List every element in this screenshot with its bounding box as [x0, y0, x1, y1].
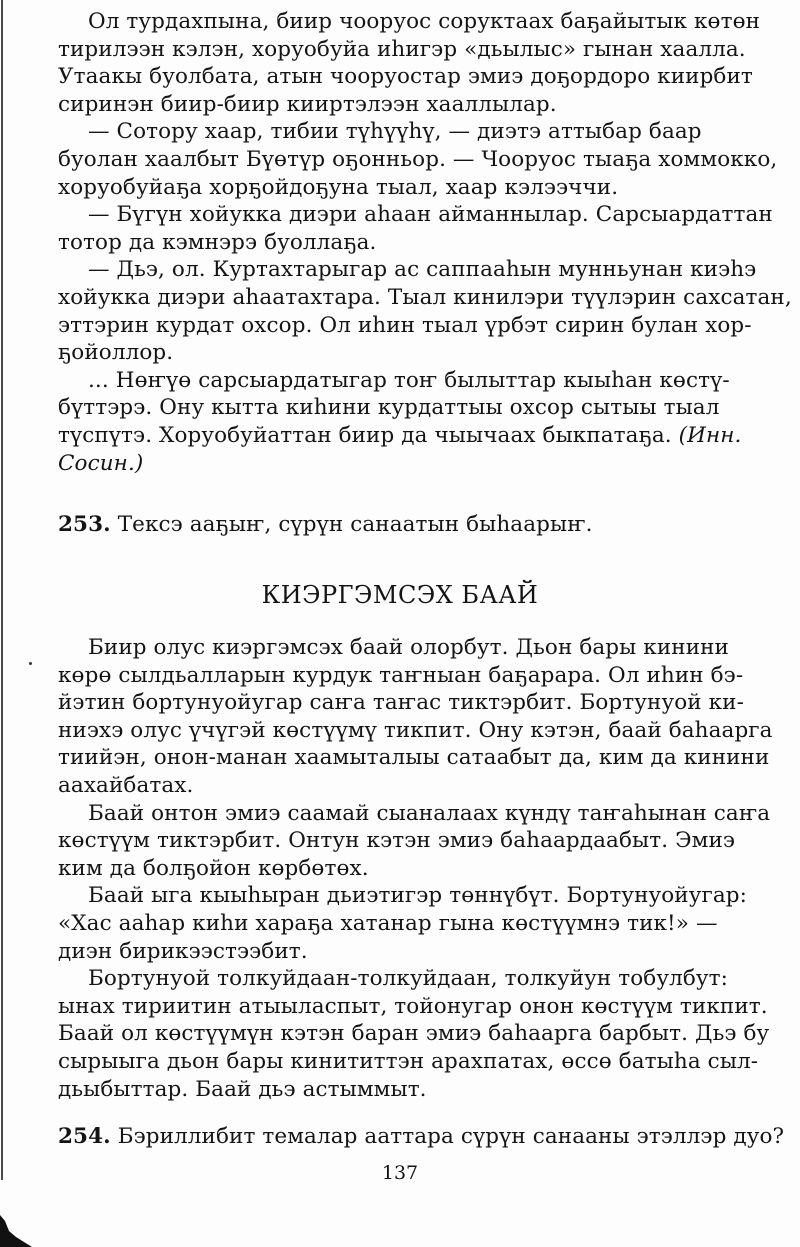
text-line: буолан хаалбыт Бүөтүр оҕонньор. — Чооруос тыаҕа хоммокко,	[58, 146, 778, 172]
exercise-number: 254.	[58, 1124, 111, 1149]
text-line: — Дьэ, ол. Куртахтарыгар ас саппааhын мунньунан киэhэ	[88, 257, 757, 283]
exercise-line	[58, 1123, 800, 1151]
text-line: хойукка диэри аhаатахтара. Тыал кинилэри түүлэрин сахсатан,	[58, 284, 792, 310]
text-line: диэн бирикээстээбит.	[58, 938, 308, 964]
author-attribution: Сосин.)	[58, 450, 144, 476]
text-line: аахайбатах.	[58, 772, 194, 798]
exercise-254	[58, 1123, 800, 1151]
text-line: тотор да кэмнэрэ буоллаҕа.	[58, 229, 377, 255]
text-line: ҕойоллор.	[58, 340, 174, 366]
text-line: бүттэрэ. Ону кытта киhини курдаттыы охсор сытыы тыал	[58, 395, 720, 421]
text-line: Баай ол көстүүмүн кэтэн баран эмиэ баhаарга барбыт. Дьэ бу	[58, 1021, 770, 1047]
exercise-text: Тексэ ааҕыҥ, сүрүн санаатын быhаарыҥ.	[110, 512, 593, 537]
story-excerpt	[58, 8, 800, 477]
text-line	[58, 422, 800, 450]
text-line: тирилээн кэлэн, хоруобуйа иhигэр «дьылыс» гынан хаалла.	[58, 36, 746, 62]
text-line: ынах тириитин атыыласпыт, тойонугар онон көстүүм тикпит.	[58, 993, 768, 1019]
text-line: Утаакы буолбата, атын чооруостар эмиэ доҕордоро киирбит	[58, 64, 753, 90]
text-line: Баай ыга кыыhыран дьиэтигэр төннүбүт. Бортунуойугар:	[88, 883, 747, 909]
exercise-253	[58, 511, 800, 539]
text-line: сиринэн биир-биир кииртэлээн хааллылар.	[58, 91, 557, 117]
text-line: Биир олус киэргэмсэх баай олорбут. Дьон бары кинини	[88, 635, 729, 660]
text-line: Бортунуой толкуйдаан-толкуйдаан, толкуйун тобулбут:	[88, 966, 728, 992]
text-line: ниэхэ олус үчүгэй көстүүмү тикпит. Ону кэтэн, баай баhаарга	[58, 717, 773, 743]
story-title: КИЭРГЭМСЭХ БААЙ	[261, 581, 539, 609]
exercise-number: 253.	[58, 512, 111, 537]
exercise-text: Бэриллибит темалар ааттара сүрүн санааны этэллэр дуо?	[110, 1124, 785, 1149]
exercise-line	[58, 511, 800, 539]
text-line	[58, 450, 800, 478]
text-line: хоруобуйаҕа хорҕойдоҕуна тыал, хаар кэлээччи.	[58, 174, 619, 200]
author-attribution: (Инн.	[671, 422, 742, 448]
text-line: Баай онтон эмиэ саамай сыаналаах күндү таҥаhынан саҥа	[88, 800, 771, 826]
text-line: ким да болҕойон көрбөтөх.	[58, 855, 369, 881]
text-line: көрө сылдьалларын курдук таҥныан баҕарара. Ол иhин бэ-	[58, 662, 744, 688]
text-line: тиийэн, онон-манан хаамыталыы сатаабыт да, ким да кинини	[58, 745, 770, 771]
text-line: дьыбыттар. Баай дьэ астыммыт.	[58, 1076, 427, 1102]
text-line: көстүүм тиктэрбит. Онтун кэтэн эмиэ баhаардаабыт. Эмиэ	[58, 828, 736, 854]
text-line: сырыыга дьон бары кинититтэн арахпатах, өссө батыhа сыл-	[58, 1048, 759, 1074]
text-line: эттэрин курдат охсор. Ол иhин тыал үрбэт сирин булан хор-	[58, 312, 752, 338]
text-line: «Хас ааhар киhи хараҕа хатанар гына көстүүмнэ тик!» —	[58, 910, 718, 936]
text-line: Ол турдахпына, биир чооруос сoруктаах баҕайытык көтөн	[88, 9, 761, 34]
text-line-body: түспүтэ. Хоруобуйаттан биир да чыычаах быкпатаҕа.	[58, 422, 672, 448]
text-line: — Сотору хаар, тибии түhүүhү, — диэтэ аттыбар баар	[88, 119, 702, 145]
text-line: йэтин бортунуойугар саҥа таҥас тиктэрбит. Бортунуой ки-	[58, 690, 744, 716]
story-body	[58, 634, 800, 1103]
text-line: ... Нөҥүө сарсыардатыгар тоҥ былыттар кыыhан көстү-	[88, 367, 730, 393]
scan-corner-artifact	[0, 1215, 32, 1247]
page-number: 137	[381, 1162, 419, 1184]
text-line: — Бүгүн хойукка диэри аhаан айманнылар. Сарсыардаттан	[88, 202, 773, 228]
scan-speck	[29, 662, 32, 665]
